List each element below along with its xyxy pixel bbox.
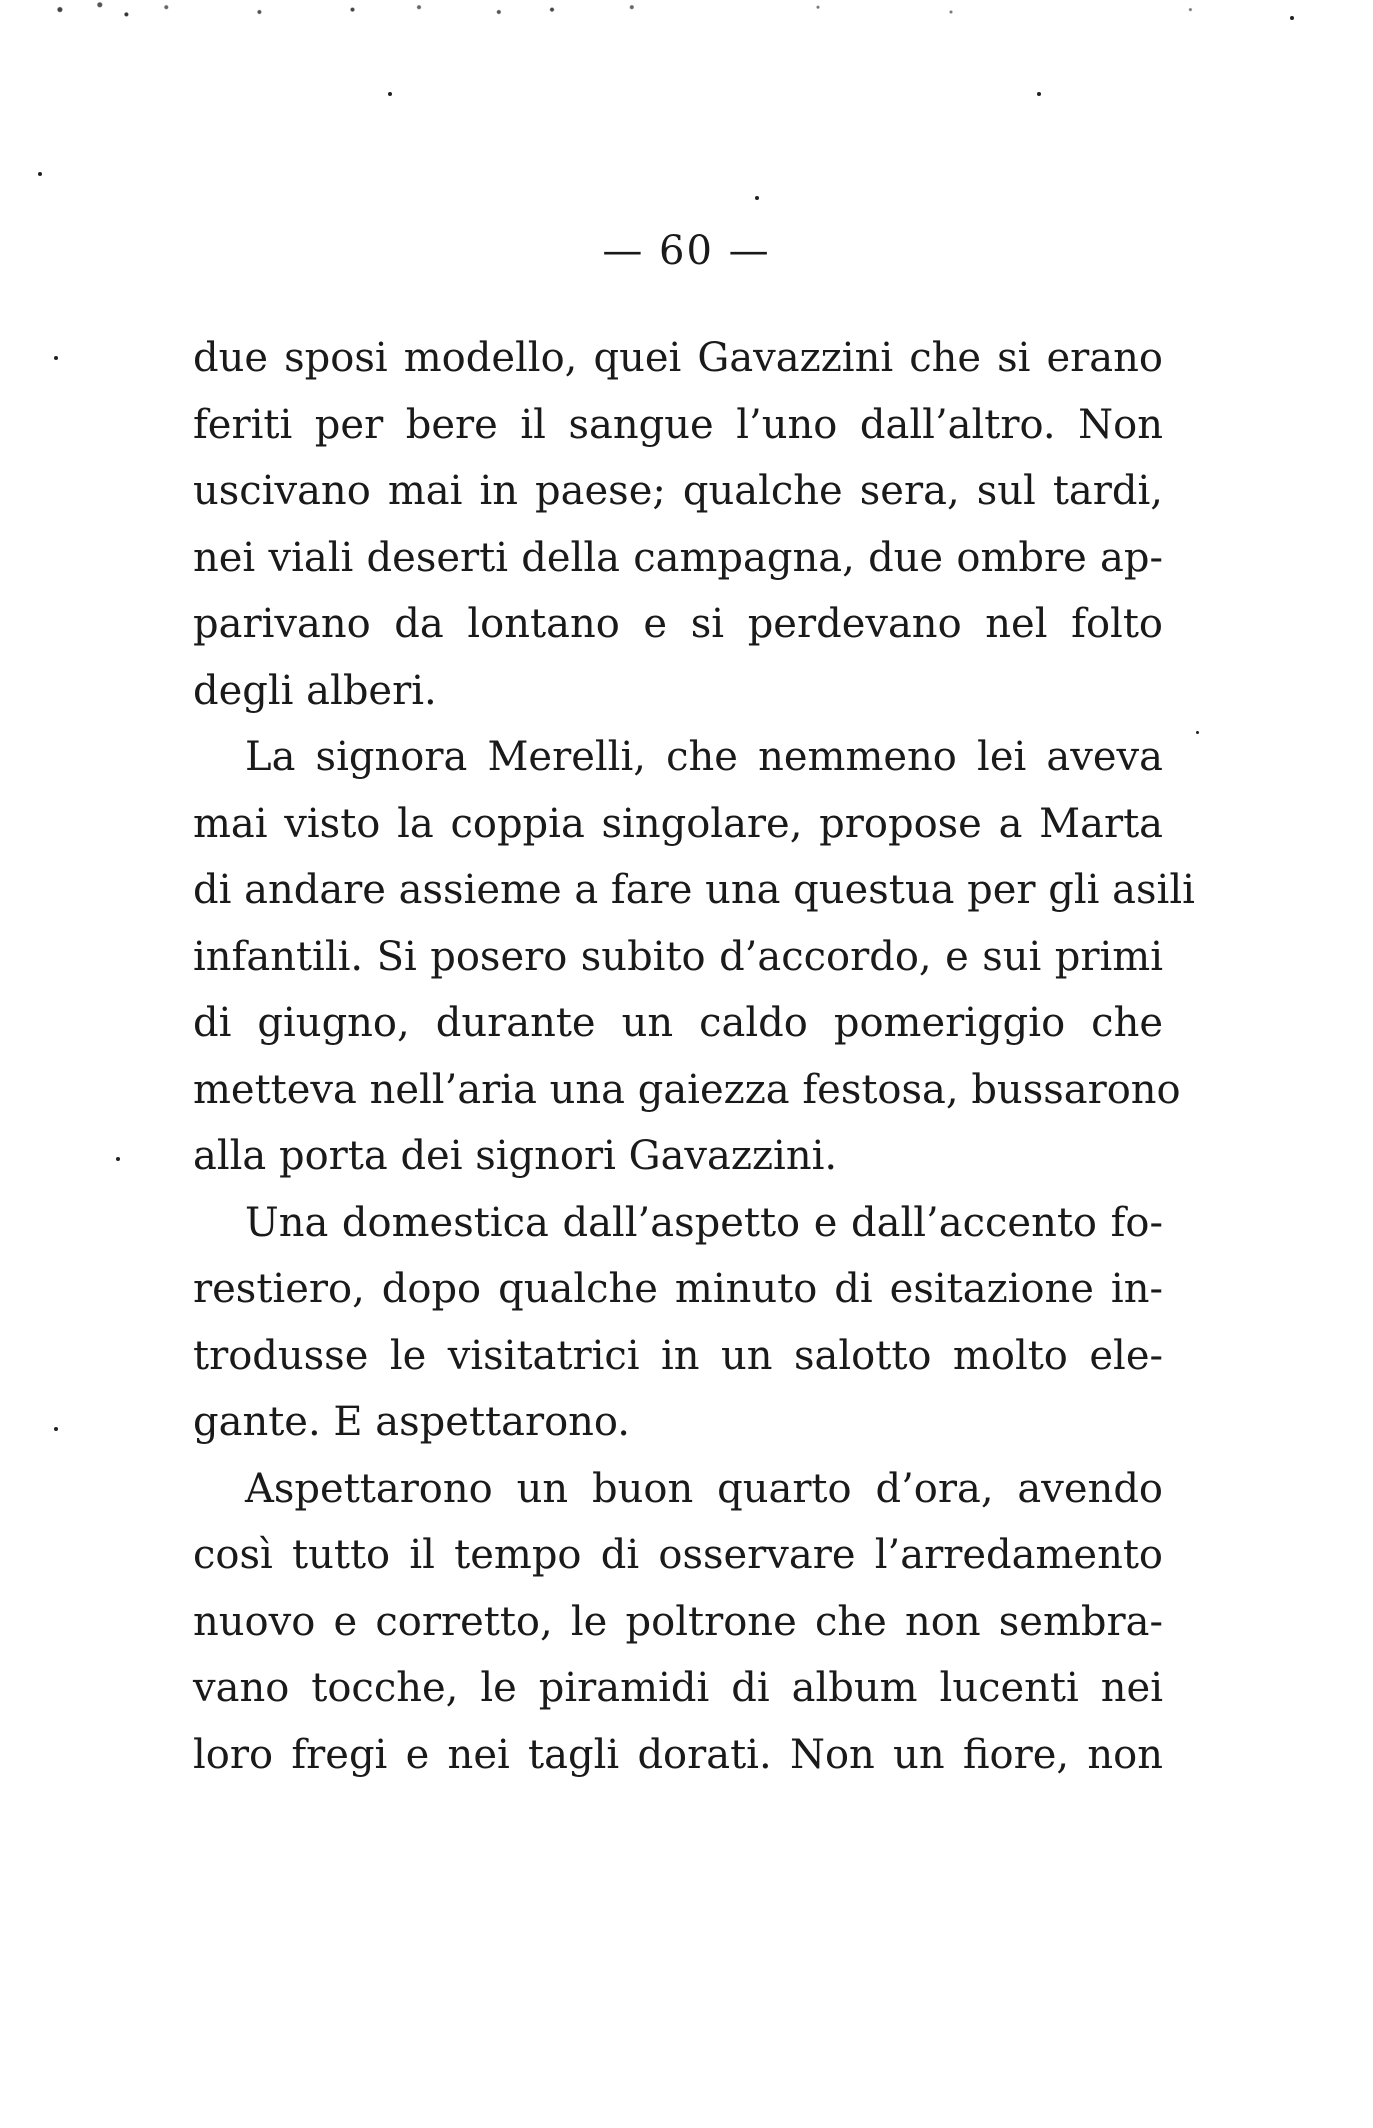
text-line: restiero, dopo qualche minuto di esitazione in- <box>193 1266 1163 1312</box>
text-line: uscivano mai in paese; qualche sera, sul tardi, <box>193 468 1163 514</box>
scan-speck <box>116 1157 120 1161</box>
text-line: di andare assieme a fare una questua per gli asili <box>193 867 1195 913</box>
text-line: vano tocche, le piramidi di album lucenti nei <box>193 1665 1163 1711</box>
text-line: loro fregi e nei tagli dorati. Non un fiore, non <box>193 1731 1163 1778</box>
text-line: così tutto il tempo di osservare l’arredamento <box>193 1532 1163 1578</box>
text-line: La signora Merelli, che nemmeno lei aveva <box>245 734 1163 780</box>
text-line: metteva nell’aria una gaiezza festosa, bussarono <box>193 1066 1181 1113</box>
page-number: — 60 — <box>602 228 771 274</box>
text-line: nei viali deserti della campagna, due ombre ap- <box>193 534 1163 581</box>
scan-speck <box>38 172 42 176</box>
text-line: alla porta dei signori Gavazzini. <box>193 1133 838 1179</box>
text-line: Aspettarono un buon quarto d’ora, avendo <box>245 1465 1163 1512</box>
text-line: parivano da lontano e si perdevano nel folto <box>193 601 1163 647</box>
body-text <box>193 325 1195 1788</box>
text-line: feriti per bere il sangue l’uno dall’altro. Non <box>193 401 1163 448</box>
scan-speck <box>1196 731 1199 734</box>
text-line: degli alberi. <box>193 667 437 714</box>
scan-speck <box>755 196 759 200</box>
text-line: trodusse le visitatrici in un salotto molto ele- <box>193 1332 1163 1379</box>
text-line: di giugno, durante un caldo pomeriggio che <box>193 1000 1163 1046</box>
text-line: Una domestica dall’aspetto e dall’accento fo- <box>245 1199 1163 1246</box>
text-line: nuovo e corretto, le poltrone che non sembra- <box>193 1598 1163 1645</box>
scan-speck <box>388 92 392 96</box>
scan-speck <box>1290 16 1294 20</box>
text-line: mai visto la coppia singolare, propose a Marta <box>193 800 1163 847</box>
text-line: due sposi modello, quei Gavazzini che si erano <box>193 335 1163 381</box>
text-line: gante. E aspettarono. <box>193 1399 631 1445</box>
text-line: infantili. Si posero subito d’accordo, e sui primi <box>193 933 1163 980</box>
scan-noise-top <box>20 0 1350 24</box>
scan-speck <box>54 1427 58 1431</box>
scan-speck <box>54 356 58 360</box>
scan-speck <box>1037 92 1041 96</box>
